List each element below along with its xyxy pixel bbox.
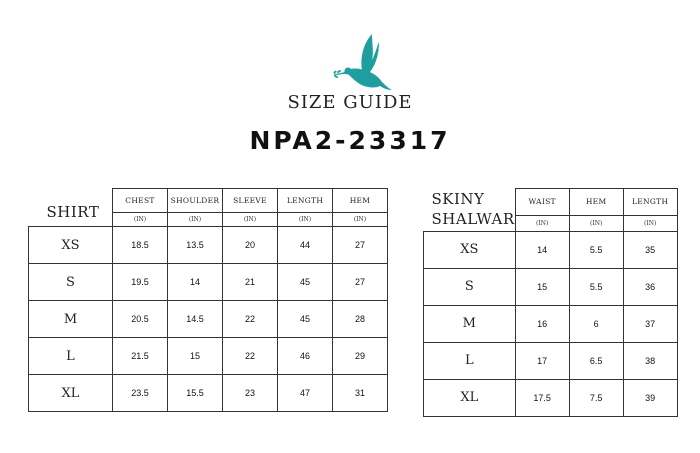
table-row [29, 264, 388, 301]
unit-label: (IN) [168, 213, 223, 227]
table-cell: 15.5 [168, 375, 223, 412]
table-cell: 46 [278, 338, 333, 375]
table-cell: 20 [223, 227, 278, 264]
table-cell: 35 [623, 231, 677, 268]
size-label: M [424, 305, 516, 342]
table-row [29, 301, 388, 338]
table-cell: 23 [223, 375, 278, 412]
table-header-row [29, 189, 388, 213]
table-cell: 14 [515, 231, 569, 268]
table-cell: 15 [168, 338, 223, 375]
table-cell: 20.5 [113, 301, 168, 338]
table-cell: 17.5 [515, 379, 569, 416]
size-label: M [29, 301, 113, 338]
column-header-shoulder: SHOULDER [168, 189, 223, 213]
dove-logo-icon [332, 30, 394, 96]
table-row [424, 305, 678, 342]
shalwar-size-table [423, 188, 678, 417]
table-cell: 38 [623, 342, 677, 379]
table-cell: 45 [278, 301, 333, 338]
unit-label: (IN) [278, 213, 333, 227]
size-label: XS [424, 231, 516, 268]
table-cell: 19.5 [113, 264, 168, 301]
table-cell: 21 [223, 264, 278, 301]
table-cell: 7.5 [569, 379, 623, 416]
size-label: XL [29, 375, 113, 412]
unit-label: (IN) [569, 215, 623, 231]
column-header-hem: HEM [333, 189, 388, 213]
table-cell: 22 [223, 338, 278, 375]
shirt-table-title [29, 189, 113, 227]
table-row [29, 227, 388, 264]
table-row [29, 338, 388, 375]
size-label: XL [424, 379, 516, 416]
shalwar-table-title [424, 189, 516, 232]
table-cell: 28 [333, 301, 388, 338]
table-cell: 18.5 [113, 227, 168, 264]
table-row [29, 375, 388, 412]
table-cell: 37 [623, 305, 677, 342]
table-cell: 5.5 [569, 231, 623, 268]
table-cell: 16 [515, 305, 569, 342]
column-header-length: LENGTH [278, 189, 333, 213]
size-label: XS [29, 227, 113, 264]
table-row [424, 268, 678, 305]
unit-label: (IN) [623, 215, 677, 231]
column-header-hem: HEM [569, 189, 623, 216]
table-cell: 45 [278, 264, 333, 301]
unit-label: (IN) [113, 213, 168, 227]
table-cell: 36 [623, 268, 677, 305]
unit-label: (IN) [515, 215, 569, 231]
table-cell: 22 [223, 301, 278, 338]
table-row [424, 379, 678, 416]
table-cell: 27 [333, 227, 388, 264]
shirt-size-table [28, 188, 388, 412]
table-row [424, 342, 678, 379]
size-label: L [424, 342, 516, 379]
product-code: NPA2-23317 [249, 126, 451, 155]
table-cell: 27 [333, 264, 388, 301]
unit-label: (IN) [223, 213, 278, 227]
shalwar-title-line2: SHALWAR [431, 209, 515, 228]
table-header-row [424, 189, 678, 216]
size-label: L [29, 338, 113, 375]
size-label: S [29, 264, 113, 301]
column-header-length: LENGTH [623, 189, 677, 216]
table-cell: 39 [623, 379, 677, 416]
table-cell: 14 [168, 264, 223, 301]
table-cell: 17 [515, 342, 569, 379]
shalwar-title-line1: SKINY [431, 189, 485, 208]
table-row [424, 231, 678, 268]
table-cell: 14.5 [168, 301, 223, 338]
table-cell: 13.5 [168, 227, 223, 264]
column-header-waist: WAIST [515, 189, 569, 216]
shirt-title-text: SHIRT [46, 203, 100, 221]
size-label: S [424, 268, 516, 305]
column-header-chest: CHEST [113, 189, 168, 213]
table-cell: 47 [278, 375, 333, 412]
unit-label: (IN) [333, 213, 388, 227]
table-cell: 6.5 [569, 342, 623, 379]
table-cell: 29 [333, 338, 388, 375]
table-cell: 31 [333, 375, 388, 412]
table-cell: 6 [569, 305, 623, 342]
table-cell: 23.5 [113, 375, 168, 412]
table-cell: 15 [515, 268, 569, 305]
table-cell: 5.5 [569, 268, 623, 305]
column-header-sleeve: SLEEVE [223, 189, 278, 213]
table-cell: 44 [278, 227, 333, 264]
table-cell: 21.5 [113, 338, 168, 375]
page-title: SIZE GUIDE [287, 92, 413, 113]
